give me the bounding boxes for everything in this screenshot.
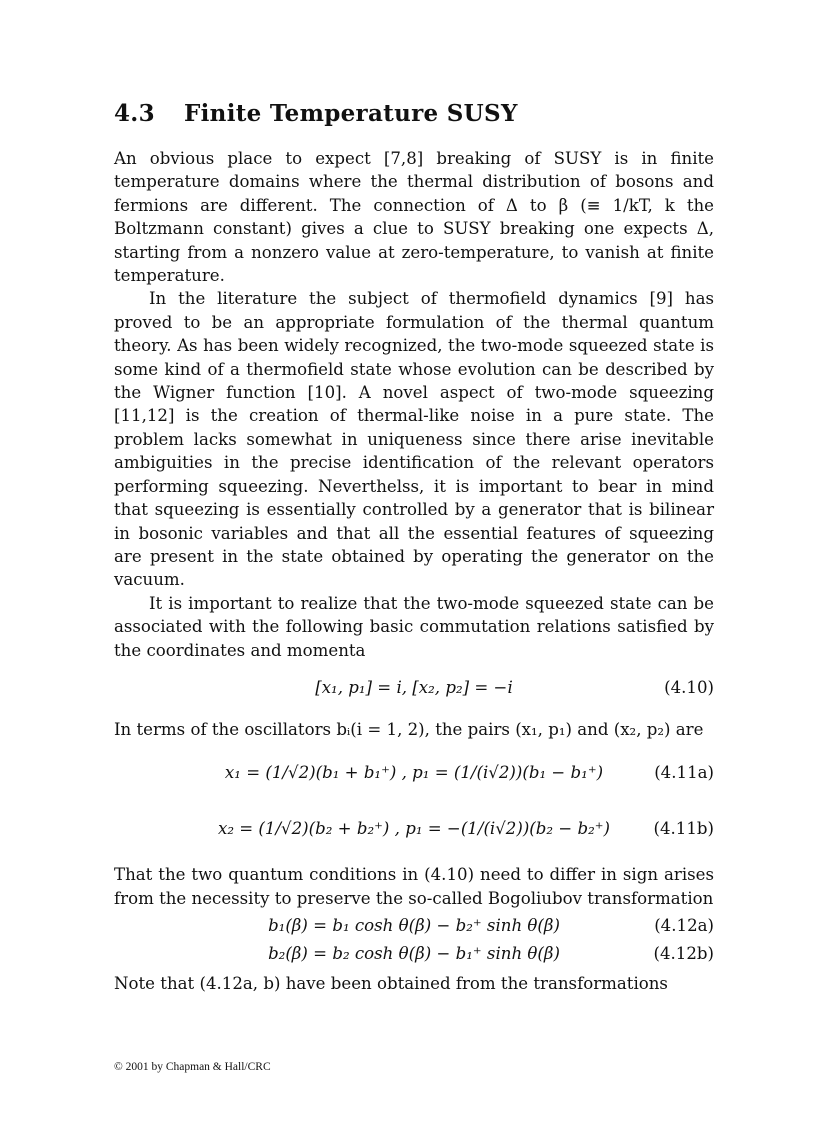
equation-4-12a	[114, 916, 714, 938]
section-title: Finite Temperature SUSY	[184, 100, 518, 127]
paragraph-4: In terms of the oscillators bᵢ(i = 1, 2), the pairs (x₁, p₁) and (x₂, p₂) are	[114, 719, 704, 739]
paragraph-6: Note that (4.12a, b) have been obtained from the transformations	[114, 974, 668, 994]
equation-4-11b	[114, 807, 714, 853]
equation-tag: (4.12a)	[654, 916, 714, 936]
equation-body: b₁(β) = b₁ cosh θ(β) − b₂⁺ sinh θ(β)	[268, 916, 560, 936]
equation-tag: (4.12b)	[653, 944, 714, 964]
equation-tag: (4.10)	[664, 677, 714, 697]
equation-tag: (4.11a)	[654, 763, 714, 783]
section-heading	[114, 100, 714, 127]
paragraph-2: In the literature the subject of thermofield dynamics [9] has proved to be an appropriate formulation of the thermal quantum theory. As has been widely recognized, the two-mode squeezed state is some kind of a thermofield state whose evolution can be described by the Wigner function [10]. A novel aspect of two-mode squeezing [11,12] is the creation of thermal-like noise in a pure state. The problem lacks somewhat in uniqueness since there arise inevitable ambiguities in the precise identification of the relevant operators performing squeezing. Neverthelss, it is important to bear in mind that squeezing is essentially controlled by a generator that is bilinear in bosonic variables and that all the essential features of squeezing are present in the state obtained by operating the generator on the vacuum.	[114, 289, 714, 590]
equation-body: x₂ = (1/√2)(b₂ + b₂⁺) , p₁ = −(1/(i√2))(b₂ − b₂⁺)	[217, 819, 611, 839]
copyright-footer: © 2001 by Chapman & Hall/CRC	[114, 1061, 271, 1073]
section-number: 4.3	[114, 100, 155, 127]
equation-body: b₂(β) = b₂ cosh θ(β) − b₁⁺ sinh θ(β)	[268, 944, 560, 964]
equation-4-11a	[114, 751, 714, 797]
paragraph-1: An obvious place to expect [7,8] breaking of SUSY is in finite temperature domains where the thermal distribution of bosons and fermions are different. The connection of Δ to β (≡ 1/kT, k the Boltzmann constant) gives a clue to SUSY breaking one expects Δ, starting from a nonzero value at zero-temperature, to vanish at finite temperature.	[114, 149, 714, 286]
equation-4-10	[114, 678, 714, 704]
paragraph-3: It is important to realize that the two-mode squeezed state can be associated with the following basic commutation relations satisfied by the coordinates and momenta	[114, 593, 714, 660]
paragraph-5: That the two quantum conditions in (4.10) need to differ in sign arises from the necessity to preserve the so-called Bogoliubov transformation	[114, 865, 714, 908]
equation-tag: (4.11b)	[653, 819, 714, 839]
equation-body: [x₁, p₁] = i, [x₂, p₂] = −i	[315, 677, 513, 697]
equation-body: x₁ = (1/√2)(b₁ + b₁⁺) , p₁ = (1/(i√2))(b₁ − b₁⁺)	[224, 763, 604, 783]
page-content	[114, 100, 714, 996]
equation-4-12b	[114, 944, 714, 966]
